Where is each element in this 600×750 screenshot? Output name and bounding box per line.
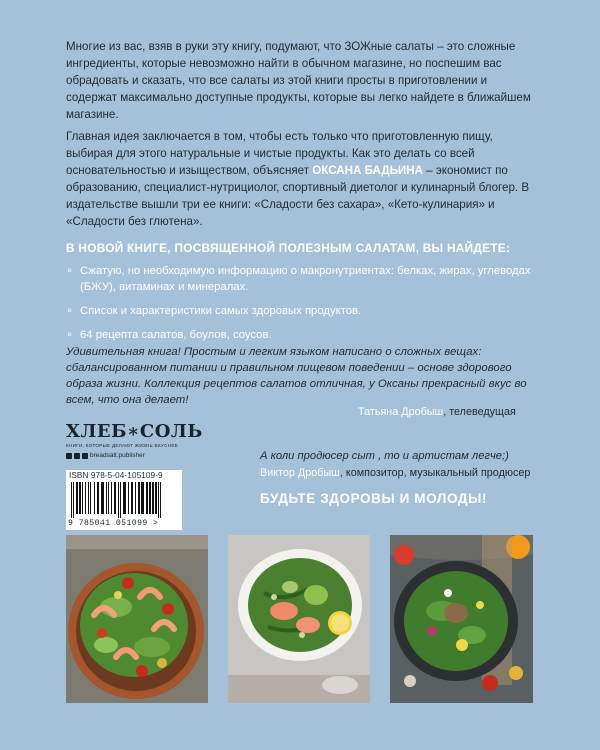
instagram-icon: [82, 453, 88, 459]
barcode-bar: [114, 482, 116, 514]
barcode-bar: [146, 482, 148, 514]
bullet-icon: ∘: [66, 265, 74, 277]
barcode-bar: [82, 482, 83, 514]
feature-item: [66, 327, 536, 343]
barcode-bars: [69, 482, 179, 518]
intro-paragraph: Многие из вас, взяв в руки эту книгу, подумают, что ЗОЖные салаты – это сложные ингредиенты, которые невозможно найти в обычном магазине, но поспешим вас обрадовать и сказать, что все салаты из этой книги просты в приготовлении и содержат максимально доступные продукты, которые вы легко найдете в ближайшем магазине.: [66, 40, 531, 121]
publisher-handle: breadsalt.publisher: [90, 452, 145, 459]
barcode-bar: [94, 482, 95, 514]
reviewer-role: , телеведущая: [443, 406, 516, 418]
barcode-bar: [76, 482, 78, 514]
barcode-bar: [97, 482, 99, 514]
author-paragraph-start: Главная идея заключается в том, чтобы есть только что приготовленную пищу, выбирая для этого натуральные и чистые продукты. Как это делать со всей основательностью и изыществом, объясняет: [66, 130, 493, 177]
review-quote: Удивительная книга! Простым и легким языком написано о сложных вещах: сбалансированном питании и правильном пищевом поведении – основе здорового образа жизни. Коллекция рецептов салатов отличная, у Оксаны прекрасный вкус во всем, что она делает!: [66, 346, 527, 406]
facebook-icon: [66, 453, 72, 459]
barcode-bar: [85, 482, 86, 514]
barcode-bar: [71, 482, 72, 518]
publisher-tagline: КНИГИ, КОТОРЫЕ ДЕЛАЮТ ЖИЗНЬ ВКУСНЕЕ: [66, 443, 179, 448]
reviewer-name: Татьяна Дробыш: [358, 406, 444, 418]
barcode-bar: [152, 482, 154, 514]
barcode-bar: [155, 482, 157, 514]
barcode-bar: [101, 482, 103, 514]
motto: БУДЬТЕ ЗДОРОВЫ И МОЛОДЫ!: [260, 491, 488, 506]
vk-icon: [74, 453, 80, 459]
author-paragraph-end: – экономист по образованию, специалист-нутрициолог, спортивный диетолог и кулинарный блогер. В издательстве вышли три ее книги: «Сладости без сахара», «Кето-кулинария» и «Сладости без глютена».: [66, 164, 530, 228]
barcode-bar: [158, 482, 159, 518]
barcode-bar: [135, 482, 136, 514]
review-signature: [358, 406, 516, 418]
feature-item: [66, 263, 536, 295]
feature-item-text: Список и характеристики самых здоровых продуктов.: [80, 305, 362, 317]
publisher-logo: ХЛЕБ∗СОЛЬ: [66, 421, 203, 442]
publisher-social: [66, 452, 145, 459]
feature-item-text: 64 рецепта салатов, боулов, соусов.: [80, 329, 272, 341]
barcode-bar: [149, 482, 151, 514]
barcode-bar: [106, 482, 107, 514]
barcode-bar: [138, 482, 140, 514]
barcode-bar: [111, 482, 112, 514]
barcode-bar: [128, 482, 129, 514]
barcode-bar: [88, 482, 89, 514]
barcode-bar: [143, 482, 144, 514]
barcode-bar: [123, 482, 125, 514]
bullet-icon: ∘: [66, 305, 74, 317]
barcode-bar: [120, 482, 121, 518]
barcode-bar: [103, 482, 104, 514]
review-quote: А коли продюсер сыт , то и артистам легче;): [260, 450, 509, 462]
barcode-bar: [125, 482, 126, 514]
reviewer-name: Виктор Дробыш: [260, 467, 340, 479]
barcode-bar: [108, 482, 109, 514]
feature-item: [66, 303, 536, 319]
author-paragraph: [66, 128, 536, 230]
features-list: [66, 263, 536, 351]
ean-digits: 9 785041 051099 >: [68, 519, 159, 528]
bullet-icon: ∘: [66, 329, 74, 341]
spinach-salad-photo: [390, 535, 533, 703]
salmon-salad-photo: [228, 535, 370, 703]
feature-item-text: Сжатую, но необходимую информацию о макронутриентах: белках, жирах, углеводах (БЖУ), витаминах и минералах.: [80, 265, 531, 293]
author-name: ОКСАНА БАДЬИНА: [312, 164, 423, 177]
isbn-barcode: [66, 470, 182, 530]
barcode-bar: [90, 482, 91, 514]
barcode-bar: [79, 482, 81, 514]
barcode-bar: [118, 482, 119, 518]
shrimp-salad-photo: [66, 535, 208, 703]
barcode-bar: [73, 482, 74, 518]
review-signature: [260, 467, 530, 479]
barcode-bar: [141, 482, 143, 514]
features-heading: В НОВОЙ КНИГЕ, ПОСВЯЩЕННОЙ ПОЛЕЗНЫМ САЛАТАМ, ВЫ НАЙДЕТЕ:: [66, 241, 511, 255]
reviewer-role: , композитор, музыкальный продюсер: [339, 467, 531, 479]
isbn-number: ISBN 978-5-04-105109-9: [69, 471, 163, 480]
barcode-bar: [131, 482, 133, 514]
barcode-bar: [160, 482, 161, 518]
